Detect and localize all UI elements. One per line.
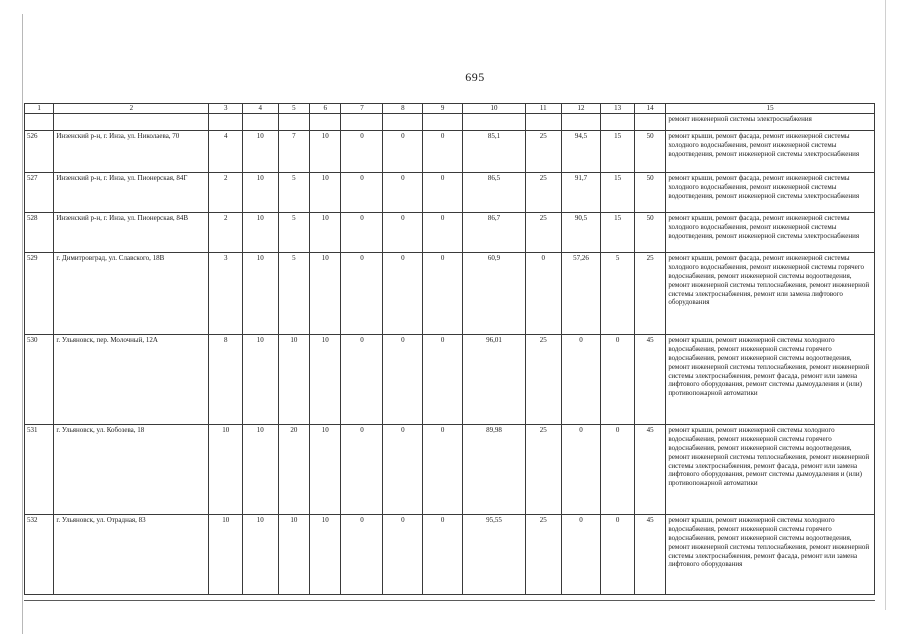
value-cell: 0 xyxy=(561,424,601,514)
works-cell: ремонт крыши, ремонт фасада, ремонт инженерной системы холодного водоснабжения, ремонт инженерной системы горячего водоснабжения, ремонт инженерной системы водоотведения, ремонт инженерной системы теплоснабжения, ремонт инженерной системы электроснабжения, ремонт или замена лифтового оборудования xyxy=(666,252,875,334)
address-cell: Инзенский р-н, г. Инза, ул. Николаева, 70 xyxy=(54,130,209,172)
works-cell: ремонт крыши, ремонт инженерной системы холодного водоснабжения, ремонт инженерной системы горячего водоснабжения, ремонт инженерной системы водоотведения, ремонт инженерной системы теплоснабжения, ремонт инженерной системы электроснабжения, ремонт фасада, ремонт или замена лифтового оборудования, ремонт системы дымоудаления и (или) противопожарной автоматики xyxy=(666,424,875,514)
binding-margin-line xyxy=(22,14,23,634)
continuation-works-cell: ремонт инженерной системы электроснабжения xyxy=(666,113,875,130)
value-cell: 2 xyxy=(209,172,243,212)
value-cell: 0 xyxy=(423,212,463,252)
value-cell: 10 xyxy=(242,334,278,424)
value-cell: 20 xyxy=(278,424,309,514)
value-cell: 0 xyxy=(383,252,423,334)
value-cell: 91,7 xyxy=(561,172,601,212)
value-cell: 0 xyxy=(341,334,383,424)
value-cell: 10 xyxy=(242,130,278,172)
value-cell: 25 xyxy=(525,212,561,252)
column-number-header-row xyxy=(25,104,875,114)
value-cell: 15 xyxy=(601,212,635,252)
value-cell: 10 xyxy=(278,334,309,424)
value-cell: 0 xyxy=(601,514,635,594)
header-cell: 4 xyxy=(242,104,278,114)
value-cell: 10 xyxy=(242,424,278,514)
header-cell: 14 xyxy=(634,104,665,114)
value-cell: 0 xyxy=(341,252,383,334)
table-row xyxy=(25,424,875,514)
value-cell: 0 xyxy=(561,514,601,594)
value-cell: 94,5 xyxy=(561,130,601,172)
header-cell: 5 xyxy=(278,104,309,114)
value-cell: 0 xyxy=(383,514,423,594)
value-cell: 0 xyxy=(341,130,383,172)
value-cell: 2 xyxy=(209,212,243,252)
value-cell: 4 xyxy=(209,130,243,172)
header-cell: 8 xyxy=(383,104,423,114)
value-cell: 90,5 xyxy=(561,212,601,252)
works-cell: ремонт крыши, ремонт инженерной системы холодного водоснабжения, ремонт инженерной системы горячего водоснабжения, ремонт инженерной системы водоотведения, ремонт инженерной системы теплоснабжения, ремонт инженерной системы электроснабжения, ремонт фасада, ремонт или замена лифтового оборудования, ремонт системы дымоудаления и (или) противопожарной автоматики xyxy=(666,334,875,424)
row-index-cell: 526 xyxy=(25,130,54,172)
table-row xyxy=(25,172,875,212)
value-cell: 0 xyxy=(423,334,463,424)
value-cell: 5 xyxy=(278,212,309,252)
value-cell: 25 xyxy=(634,252,665,334)
row-index-cell: 531 xyxy=(25,424,54,514)
value-cell: 45 xyxy=(634,514,665,594)
table-row xyxy=(25,334,875,424)
address-cell: Инзенский р-н, г. Инза, ул. Пионерская, 84В xyxy=(54,212,209,252)
header-cell: 15 xyxy=(666,104,875,114)
table-row xyxy=(25,212,875,252)
value-cell: 0 xyxy=(383,334,423,424)
value-cell: 5 xyxy=(601,252,635,334)
value-cell: 10 xyxy=(242,252,278,334)
header-cell: 6 xyxy=(310,104,341,114)
value-cell: 45 xyxy=(634,334,665,424)
value-cell: 10 xyxy=(209,424,243,514)
value-cell: 0 xyxy=(341,514,383,594)
value-cell: 0 xyxy=(341,172,383,212)
value-cell: 45 xyxy=(634,424,665,514)
value-cell: 25 xyxy=(525,130,561,172)
value-cell: 10 xyxy=(310,334,341,424)
value-cell: 0 xyxy=(423,172,463,212)
table-row xyxy=(25,252,875,334)
address-cell: г. Димитровград, ул. Славского, 18В xyxy=(54,252,209,334)
row-index-cell: 532 xyxy=(25,514,54,594)
value-cell: 10 xyxy=(209,514,243,594)
header-cell: 1 xyxy=(25,104,54,114)
value-cell: 86,7 xyxy=(463,212,526,252)
value-cell: 10 xyxy=(310,212,341,252)
repair-program-table xyxy=(24,103,875,595)
value-cell: 0 xyxy=(383,130,423,172)
value-cell: 15 xyxy=(601,130,635,172)
address-cell: г. Ульяновск, ул. Кобозева, 18 xyxy=(54,424,209,514)
value-cell: 0 xyxy=(383,424,423,514)
works-cell: ремонт крыши, ремонт фасада, ремонт инженерной системы холодного водоснабжения, ремонт инженерной системы водоотведения, ремонт инженерной системы электроснабжения xyxy=(666,130,875,172)
value-cell: 25 xyxy=(525,334,561,424)
page-right-edge xyxy=(885,0,886,610)
value-cell: 0 xyxy=(423,424,463,514)
header-cell: 3 xyxy=(209,104,243,114)
value-cell: 0 xyxy=(341,424,383,514)
value-cell: 10 xyxy=(310,252,341,334)
value-cell: 25 xyxy=(525,514,561,594)
value-cell: 10 xyxy=(310,514,341,594)
row-index-cell: 529 xyxy=(25,252,54,334)
value-cell: 10 xyxy=(278,514,309,594)
value-cell: 8 xyxy=(209,334,243,424)
value-cell: 3 xyxy=(209,252,243,334)
value-cell: 86,5 xyxy=(463,172,526,212)
value-cell: 60,9 xyxy=(463,252,526,334)
value-cell: 0 xyxy=(525,252,561,334)
value-cell: 0 xyxy=(383,172,423,212)
row-index-cell: 527 xyxy=(25,172,54,212)
value-cell: 7 xyxy=(278,130,309,172)
header-cell: 11 xyxy=(525,104,561,114)
value-cell: 0 xyxy=(601,424,635,514)
value-cell: 25 xyxy=(525,424,561,514)
header-cell: 2 xyxy=(54,104,209,114)
header-cell: 12 xyxy=(561,104,601,114)
header-cell: 13 xyxy=(601,104,635,114)
value-cell: 50 xyxy=(634,130,665,172)
value-cell: 10 xyxy=(242,172,278,212)
header-cell: 7 xyxy=(341,104,383,114)
value-cell: 0 xyxy=(423,252,463,334)
value-cell: 85,1 xyxy=(463,130,526,172)
value-cell: 57,26 xyxy=(561,252,601,334)
value-cell: 25 xyxy=(525,172,561,212)
value-cell: 50 xyxy=(634,172,665,212)
value-cell: 5 xyxy=(278,172,309,212)
value-cell: 96,01 xyxy=(463,334,526,424)
value-cell: 89,98 xyxy=(463,424,526,514)
value-cell: 0 xyxy=(383,212,423,252)
header-cell: 9 xyxy=(423,104,463,114)
row-index-cell: 528 xyxy=(25,212,54,252)
address-cell: Инзенский р-н, г. Инза, ул. Пионерская, 84Г xyxy=(54,172,209,212)
value-cell: 0 xyxy=(341,212,383,252)
value-cell: 10 xyxy=(242,514,278,594)
table-body xyxy=(25,104,875,595)
value-cell: 15 xyxy=(601,172,635,212)
address-cell: г. Ульяновск, пер. Молочный, 12А xyxy=(54,334,209,424)
value-cell: 0 xyxy=(423,514,463,594)
value-cell: 5 xyxy=(278,252,309,334)
value-cell: 10 xyxy=(310,424,341,514)
works-cell: ремонт крыши, ремонт инженерной системы холодного водоснабжения, ремонт инженерной системы горячего водоснабжения, ремонт инженерной системы водоотведения, ремонт инженерной системы теплоснабжения, ремонт инженерной системы электроснабжения, ремонт фасада, ремонт или замена лифтового оборудования xyxy=(666,514,875,594)
page-number: 695 xyxy=(465,70,485,84)
value-cell: 95,55 xyxy=(463,514,526,594)
works-cell: ремонт крыши, ремонт фасада, ремонт инженерной системы холодного водоснабжения, ремонт инженерной системы водоотведения, ремонт инженерной системы электроснабжения xyxy=(666,212,875,252)
table-row xyxy=(25,130,875,172)
value-cell: 0 xyxy=(561,334,601,424)
table-bottom-rule xyxy=(24,600,875,601)
table-row xyxy=(25,514,875,594)
value-cell: 50 xyxy=(634,212,665,252)
value-cell: 10 xyxy=(242,212,278,252)
header-cell: 10 xyxy=(463,104,526,114)
continuation-row xyxy=(25,113,875,130)
value-cell: 0 xyxy=(601,334,635,424)
value-cell: 10 xyxy=(310,172,341,212)
value-cell: 10 xyxy=(310,130,341,172)
works-cell: ремонт крыши, ремонт фасада, ремонт инженерной системы холодного водоснабжения, ремонт инженерной системы водоотведения, ремонт инженерной системы электроснабжения xyxy=(666,172,875,212)
value-cell: 0 xyxy=(423,130,463,172)
row-index-cell: 530 xyxy=(25,334,54,424)
address-cell: г. Ульяновск, ул. Отрадная, 83 xyxy=(54,514,209,594)
